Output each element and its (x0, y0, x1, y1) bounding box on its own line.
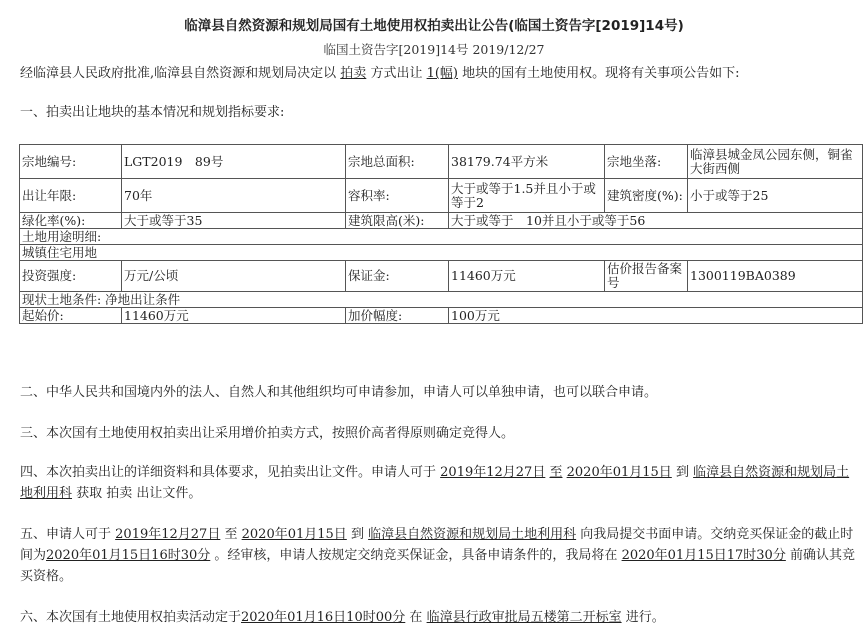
location-value: 临漳县城金凤公园东侧，铜雀大街西侧 (688, 145, 863, 179)
land-condition: 现状土地条件: 净地出让条件 (20, 292, 863, 308)
deposit-label: 保证金: (346, 261, 449, 292)
height-label: 建筑限高(米): (346, 213, 449, 229)
section4-prefix: 四、本次拍卖出让的详细资料和具体要求，见拍卖出让文件。申请人可于 (20, 465, 437, 480)
parcel-no-label: 宗地编号: (20, 145, 122, 179)
section5-prefix: 五、申请人可于 (20, 527, 112, 542)
section1-heading: 一、拍卖出让地块的基本情况和规划指标要求: (20, 105, 285, 120)
intro-paragraph (20, 62, 860, 81)
section5-suffix: 前确认其竞买资格。 (20, 548, 855, 584)
green-value: 大于或等于35 (122, 213, 346, 229)
term-label: 出让年限: (20, 179, 122, 213)
section5-mid1: 向我局提交书面申请。交纳竞买保证金的截止时间为 (20, 527, 854, 563)
intro-mid: 方式出让 (370, 66, 423, 81)
start-price-label: 起始价: (20, 308, 122, 324)
document-number-date: 临国土资告字[2019]14号 2019/12/27 (323, 42, 545, 57)
section5-deadline: 2020年01月15日16时30分 (46, 548, 211, 563)
table-row (20, 213, 863, 229)
usage-label: 土地用途明细: (20, 229, 863, 245)
deposit-value: 11460万元 (449, 261, 605, 292)
table-row (20, 261, 863, 292)
section6-place: 临漳县行政审批局五楼第二开标室 (426, 610, 622, 625)
location-label: 宗地坐落: (605, 145, 688, 179)
section6-suffix: 进行。 (625, 610, 665, 625)
section6-prefix: 六、本次国有土地使用权拍卖活动定于 (20, 610, 242, 625)
density-label: 建筑密度(%): (605, 179, 688, 213)
parcel-no-value: LGT2019 89号 (122, 145, 346, 179)
section3-paragraph: 三、本次国有土地使用权拍卖出让采用增价拍卖方式，按照价高者得原则确定竞得人。 (20, 426, 515, 441)
section6-time: 2020年01月16日10时00分 (241, 610, 406, 625)
height-value: 大于或等于 10并且小于或等于56 (449, 213, 863, 229)
term-value: 70年 (122, 179, 346, 213)
section4-start-date: 2019年12月27日 (440, 465, 546, 480)
section4-paragraph (20, 462, 862, 504)
table-row (20, 145, 863, 179)
invest-label: 投资强度: (20, 261, 122, 292)
start-price-value: 11460万元 (122, 308, 346, 324)
appraisal-label: 估价报告备案号 (605, 261, 688, 292)
section4-suffix: 获取 拍卖 出让文件。 (76, 486, 202, 501)
density-value: 小于或等于25 (688, 179, 863, 213)
invest-value: 万元/公顷 (122, 261, 346, 292)
section5-start-date: 2019年12月27日 (115, 527, 221, 542)
section4-at: 到 (675, 465, 689, 480)
intro-count: 1(幅) (426, 66, 459, 81)
green-label: 绿化率(%): (20, 213, 122, 229)
section6-paragraph (20, 607, 862, 628)
section2-paragraph: 二、中华人民共和国境内外的法人、自然人和其他组织均可申请参加，申请人可以单独申请，也可以联合申请。 (20, 385, 658, 400)
section5-to: 至 (224, 527, 238, 542)
table-row (20, 179, 863, 213)
total-area-value: 38179.74平方米 (449, 145, 605, 179)
appraisal-value: 1300119BA0389 (688, 261, 863, 292)
increment-value: 100万元 (449, 308, 863, 324)
table-row (20, 245, 863, 261)
far-value: 大于或等于1.5并且小于或等于2 (449, 179, 605, 213)
table-row (20, 229, 863, 245)
intro-prefix: 经临漳县人民政府批准,临漳县自然资源和规划局决定以 (20, 66, 337, 81)
section5-place: 临漳县自然资源和规划局土地利用科 (368, 527, 577, 542)
section5-at: 到 (350, 527, 364, 542)
section4-to: 至 (549, 465, 563, 480)
intro-method: 拍卖 (340, 66, 367, 81)
total-area-label: 宗地总面积: (346, 145, 449, 179)
usage-value: 城镇住宅用地 (20, 245, 863, 261)
page-title: 临漳县自然资源和规划局国有土地使用权拍卖出让公告(临国土资告字[2019]14号) (184, 18, 684, 34)
table-row (20, 292, 863, 308)
section5-paragraph (20, 524, 862, 587)
section4-end-date: 2020年01月15日 (566, 465, 672, 480)
increment-label: 加价幅度: (346, 308, 449, 324)
section5-confirm-time: 2020年01月15日17时30分 (621, 548, 786, 563)
section6-at: 在 (409, 610, 423, 625)
section4-place: 临漳县自然资源和规划局土地利用科 (20, 465, 850, 501)
section5-end-date: 2020年01月15日 (241, 527, 347, 542)
table-row (20, 308, 863, 324)
parcel-info-table (19, 144, 863, 324)
intro-suffix: 地块的国有土地使用权。现将有关事项公告如下: (462, 66, 740, 81)
far-label: 容积率: (346, 179, 449, 213)
section5-mid2: 。经审核，申请人按规定交纳竞买保证金，具备申请条件的，我局将在 (214, 548, 618, 563)
